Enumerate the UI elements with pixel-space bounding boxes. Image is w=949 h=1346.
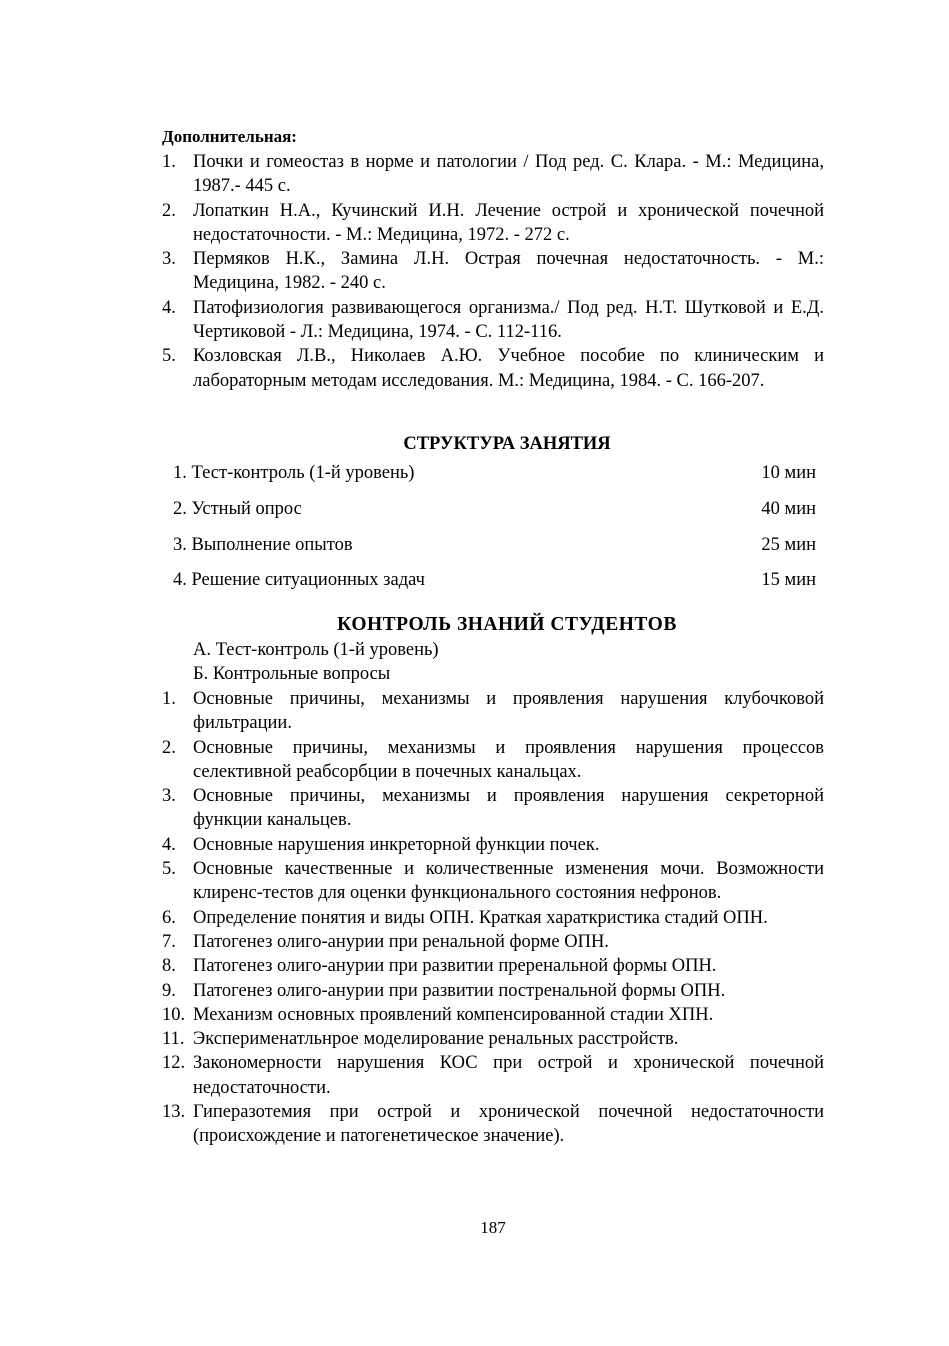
list-item: 6. Определение понятия и виды ОПН. Краткая хараткристика стадий ОПН. (162, 907, 768, 928)
schedule-row (173, 535, 816, 556)
list-item: 11. Эксперименатльнрое моделирование ренальных расстройств. (162, 1029, 679, 1050)
schedule-row (173, 463, 816, 484)
schedule-label: 2. Устный опрос (173, 499, 302, 519)
list-item: 3. Пермяков Н.К., Замина Л.Н. Острая почечная недостаточность. - М.: Медицина, 1982. - 240 с. (162, 249, 824, 294)
additional-heading: Дополнительная: (162, 127, 297, 146)
schedule-row (173, 570, 816, 591)
control-sub-b: Б. Контрольные вопросы (193, 664, 391, 684)
schedule-time: 40 мин (761, 499, 816, 519)
schedule-label: 3. Выполнение опытов (173, 535, 353, 555)
structure-title: СТРУКТУРА ЗАНЯТИЯ (403, 434, 611, 454)
control-questions-list (162, 687, 824, 1149)
list-item: 13. Гиперазотемия при острой и хронической почечной недостаточности (происхождение и патогенетическое значение). (162, 1102, 824, 1147)
list-item: 2. Основные причины, механизмы и проявления нарушения процессов селективной реабсорбции в почечных канальцах. (162, 737, 824, 782)
list-item: 9. Патогенез олиго-анурии при развитии постренальной формы ОПН. (162, 980, 726, 1001)
control-title: КОНТРОЛЬ ЗНАНИЙ СТУДЕНТОВ (337, 614, 677, 635)
list-item: 5. Козловская Л.В., Николаев А.Ю. Учебное пособие по клиническим и лабораторным методам исследования. М.: Медицина, 1984. - С. 166-207. (162, 346, 824, 391)
additional-list (162, 150, 824, 393)
schedule-row (173, 499, 816, 520)
list-item: 3. Основные причины, механизмы и проявления нарушения секреторной функции канальцев. (162, 786, 824, 831)
schedule-time: 10 мин (761, 463, 816, 483)
list-item: 12. Закономерности нарушения КОС при острой и хронической почечной недостаточности. (162, 1053, 824, 1098)
list-item: 4. Патофизиология развивающегося организма./ Под ред. Н.Т. Шутковой и Е.Д. Чертиковой - Л.: Медицина, 1974. - С. 112-116. (162, 297, 824, 343)
list-item: 10. Механизм основных проявлений компенсированной стадии ХПН. (162, 1004, 714, 1025)
control-sub-a: А. Тест-контроль (1-й уровень) (193, 640, 439, 660)
list-item: 5. Основные качественные и количественные изменения мочи. Возможности клиренс-тестов для оценки функционального состояния нефронов. (162, 859, 824, 904)
schedule-time: 25 мин (761, 535, 816, 555)
list-item: 7. Патогенез олиго-анурии при ренальной форме ОПН. (162, 931, 609, 952)
schedule-time: 15 мин (761, 570, 816, 590)
page-number: 187 (480, 1218, 506, 1237)
control-questions-section (162, 687, 824, 1149)
additional-literature-section (162, 127, 824, 393)
schedule-label: 1. Тест-контроль (1-й уровень) (173, 463, 415, 483)
list-item: 2. Лопаткин Н.А., Кучинский И.Н. Лечение острой и хронической почечной недостаточности. - М.: Медицина, 1972. - 272 с. (162, 200, 824, 245)
list-item: 8. Патогенез олиго-анурии при развитии преренальной формы ОПН. (162, 956, 717, 977)
list-item: 4. Основные нарушения инкреторной функции почек. (162, 834, 600, 855)
list-item: 1. Основные причины, механизмы и проявления нарушения клубочковой фильтрации. (162, 689, 824, 734)
list-item: 1. Почки и гомеостаз в норме и патологии / Под ред. С. Клара. - М.: Медицина, 1987.- 445 с. (162, 152, 824, 197)
schedule-label: 4. Решение ситуационных задач (173, 570, 425, 590)
